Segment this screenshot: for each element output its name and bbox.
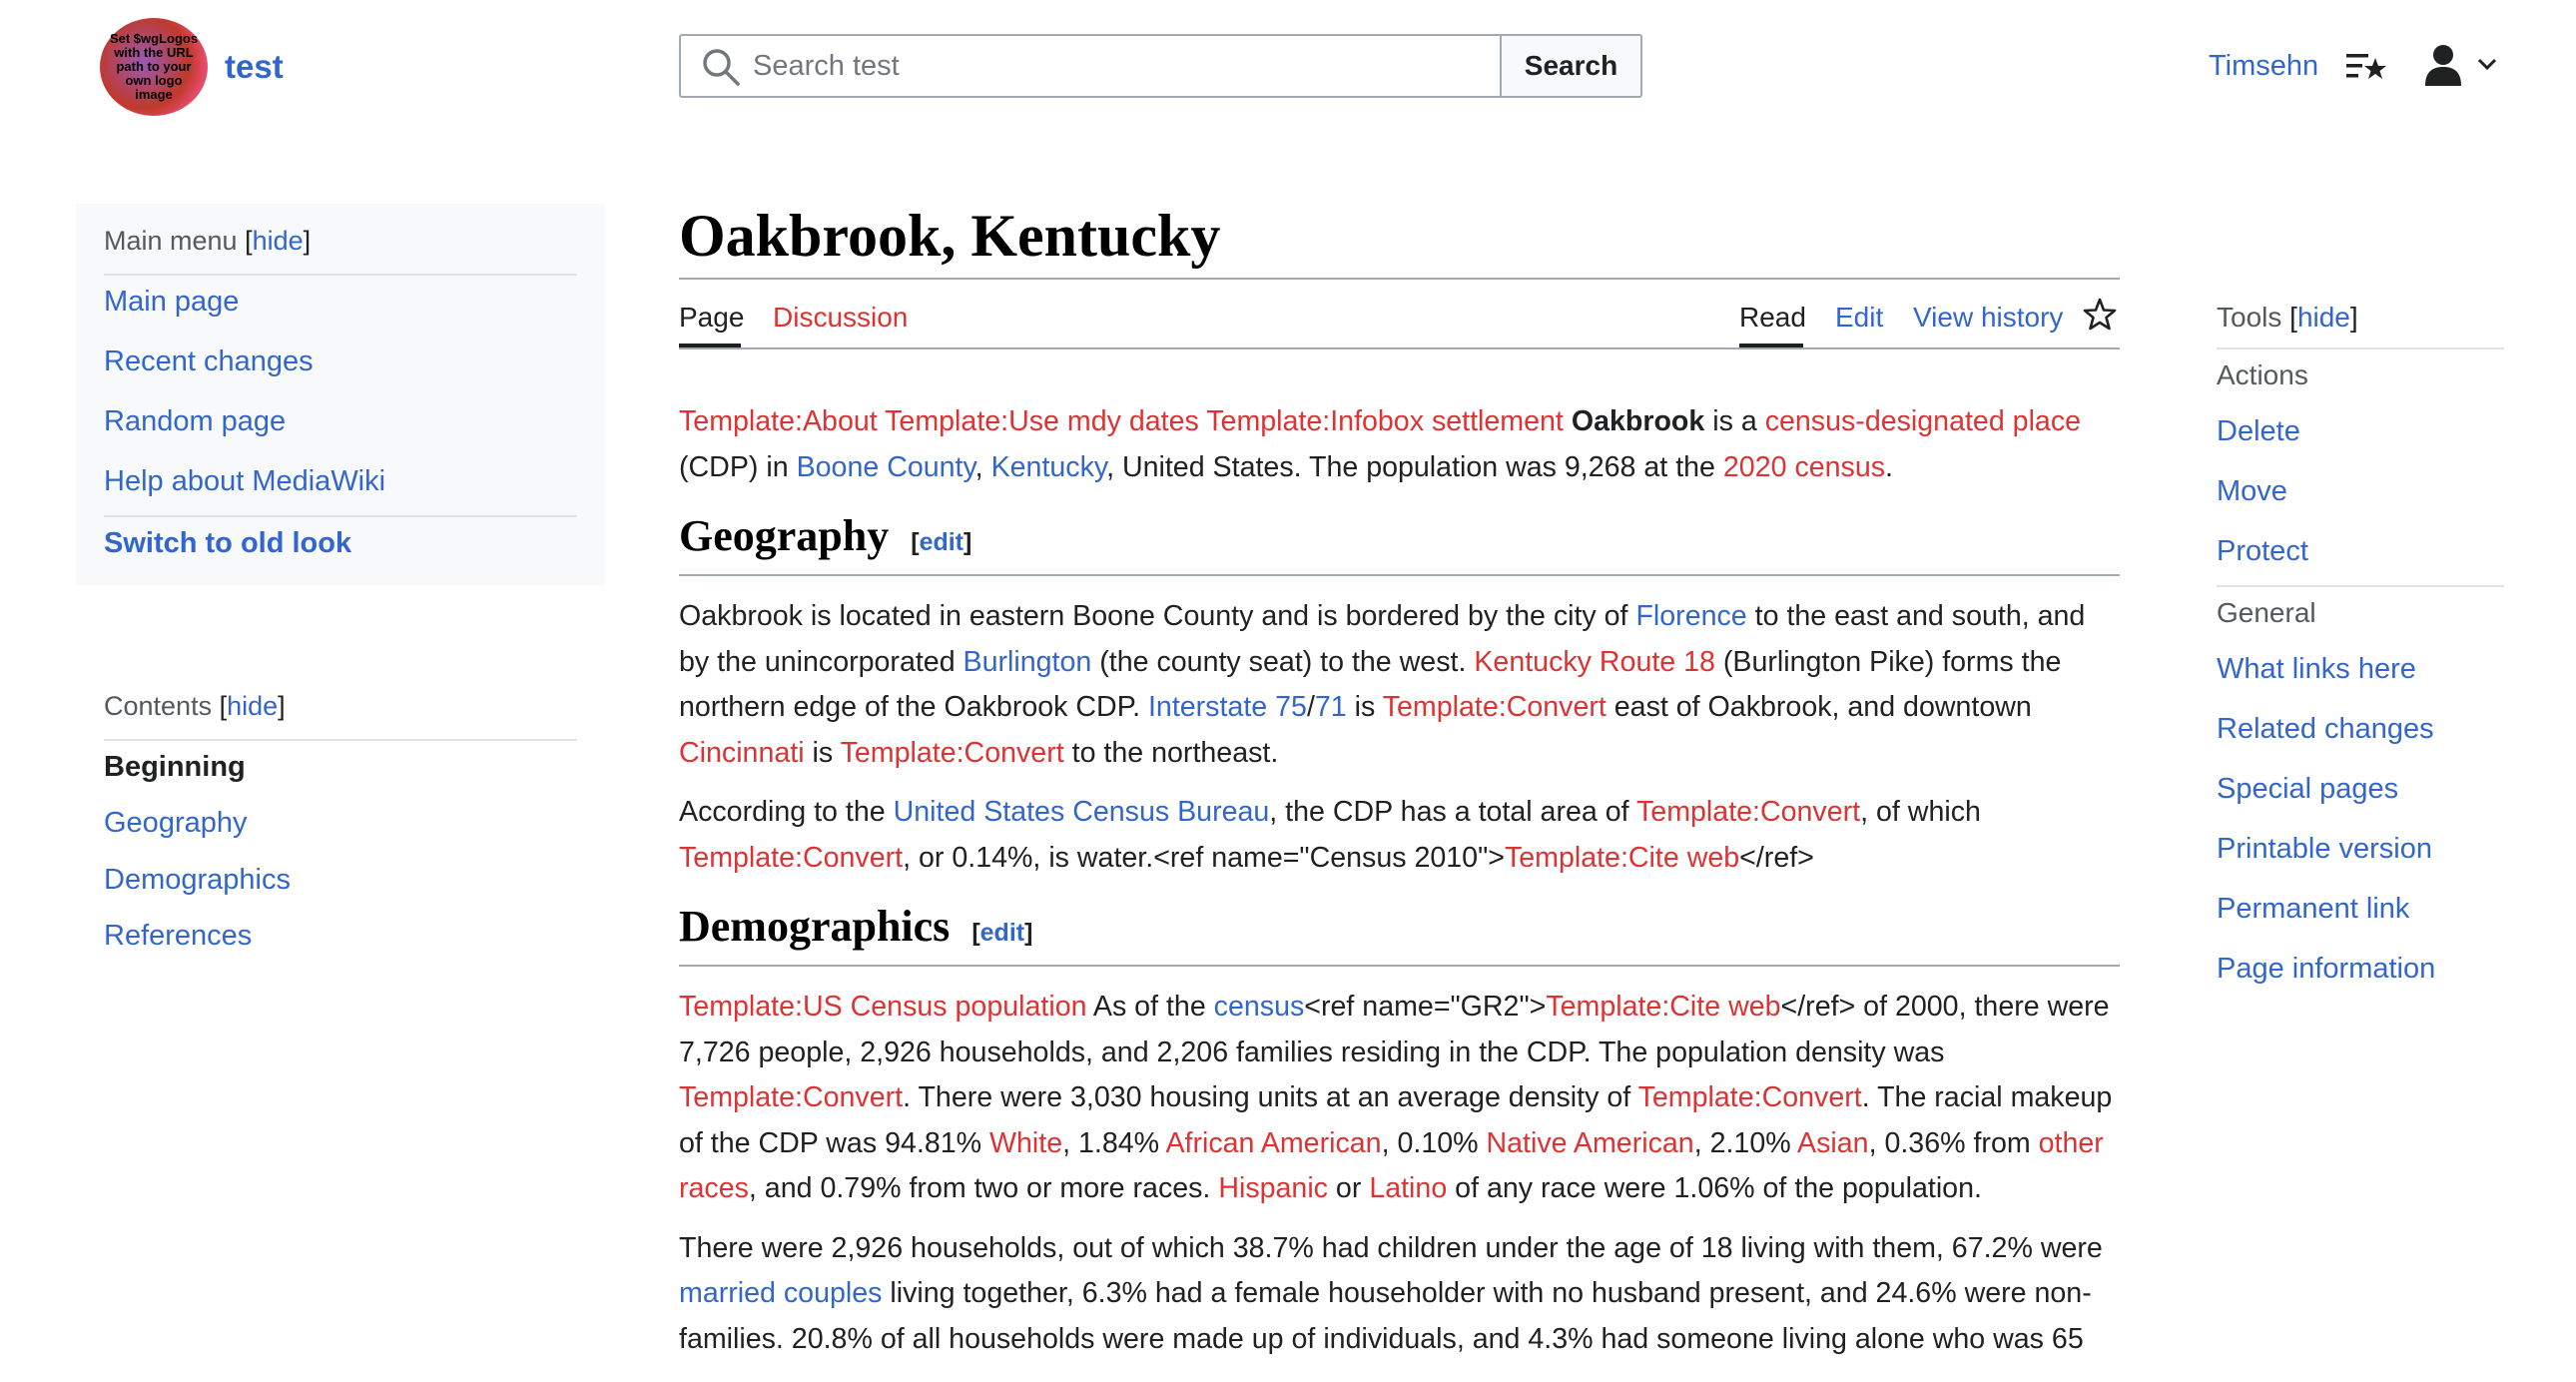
intro-paragraph: Template:About Template:Use mdy dates Template:Infobox settlement Oakbrook is a census-designated place (CDP) in Boone County, Kentucky, United States. The population was 9,268 at the 2020 census. (679, 405, 2082, 483)
toc-item-geography[interactable]: Geography (104, 807, 248, 839)
search-button[interactable]: Search (1500, 34, 1642, 98)
template-link[interactable]: Template:Convert (679, 1081, 904, 1113)
template-link[interactable]: Template:Convert (840, 736, 1064, 769)
link-hispanic[interactable]: Hispanic (1218, 1172, 1328, 1204)
link-cincinnati[interactable]: Cincinnati (679, 736, 805, 769)
link-married-couples[interactable]: married couples (679, 1277, 883, 1309)
link-asian[interactable]: Asian (1797, 1126, 1869, 1159)
tab-view-history[interactable]: View history (1913, 302, 2064, 333)
tool-item-what-links-here[interactable]: What links here (2217, 653, 2416, 685)
divider (2217, 347, 2504, 349)
tools-heading: Tools [hide] (2217, 302, 2358, 333)
demographics-paragraph: There were 2,926 households, out of which 38.7% had children under the age of 18 living with them, 67.2% were married couples living together, 6.3% had a female householder with no husband present, and 24.6% were non-families. 20.8% of all households were made up of individuals, and 4.3% had someone living alone who was 65 (679, 1231, 2103, 1355)
divider (679, 347, 2120, 349)
main-menu-hide-link[interactable]: hide (252, 226, 304, 256)
link-burlington[interactable]: Burlington (963, 645, 1092, 678)
toc-heading: Contents [hide] (104, 691, 286, 721)
link-boone-county[interactable]: Boone County (796, 450, 975, 483)
menu-item-help[interactable]: Help about MediaWiki (104, 465, 386, 497)
template-link[interactable]: Template:Convert (1382, 691, 1607, 723)
watch-star-icon[interactable] (2083, 298, 2117, 332)
menu-item-random-page[interactable]: Random page (104, 405, 287, 437)
geography-paragraph: Oakbrook is located in eastern Boone County and is bordered by the city of Florence to the east and south, and by the unincorporated Burlington (the county seat) to the west. Kentucky Route 18 (Burlington Pike) forms the northern edge of the Oakbrook CDP. Interstate 75/71 is Template:Convert east of Oakbrook, and downtown Cincinnati is Template:Convert to the northeast. (679, 600, 2086, 769)
user-icon[interactable] (2424, 44, 2462, 86)
tool-item-delete[interactable]: Delete (2217, 415, 2300, 447)
section-heading-geography: Geography [edit] (679, 508, 2120, 576)
divider (104, 739, 577, 741)
divider (104, 274, 577, 276)
toc-item-beginning[interactable]: Beginning (104, 751, 246, 783)
edit-section-link[interactable]: edit (919, 528, 965, 556)
link-florence[interactable]: Florence (1635, 600, 1747, 632)
site-logo[interactable] (100, 18, 208, 116)
link-other-races[interactable]: other races (679, 1126, 2104, 1204)
search-icon (701, 47, 741, 87)
menu-item-recent-changes[interactable]: Recent changes (104, 346, 314, 377)
link-interstate-75[interactable]: Interstate 75 (1147, 691, 1307, 723)
divider (104, 515, 577, 517)
link-census-bureau[interactable]: United States Census Bureau (893, 796, 1270, 828)
template-link[interactable]: Template:Use mdy dates (885, 405, 1199, 437)
tool-item-move[interactable]: Move (2217, 475, 2287, 507)
tab-page[interactable]: Page (679, 302, 745, 333)
link-kentucky[interactable]: Kentucky (990, 450, 1107, 483)
page-title: Oakbrook, Kentucky (679, 203, 1221, 269)
template-link[interactable]: Template:Convert (1637, 1081, 1862, 1113)
edit-section-link[interactable]: edit (979, 919, 1025, 947)
main-menu-heading: Main menu [hide] (104, 226, 312, 256)
tab-read[interactable]: Read (1739, 302, 1806, 333)
toc-item-references[interactable]: References (104, 920, 253, 952)
actions-heading: Actions (2217, 359, 2308, 390)
main-menu-title: Main menu (104, 226, 238, 256)
template-link[interactable]: Template:Infobox settlement (1206, 405, 1564, 437)
template-link[interactable]: Template:Cite web (1546, 991, 1781, 1023)
tools-hide-link[interactable]: hide (2296, 302, 2350, 333)
article-subject: Oakbrook (1571, 405, 1705, 437)
switch-old-look-link[interactable]: Switch to old look (104, 527, 352, 559)
divider (679, 278, 2120, 280)
template-link[interactable]: Template:US Census population (679, 991, 1087, 1023)
link-2020-census[interactable]: 2020 census (1722, 450, 1886, 483)
tool-item-special-pages[interactable]: Special pages (2217, 773, 2399, 805)
chevron-down-icon[interactable] (2476, 56, 2498, 72)
tools-menu (2195, 290, 2504, 1009)
link-white[interactable]: White (989, 1126, 1063, 1159)
article-body (679, 399, 2120, 1376)
link-interstate-71[interactable]: 71 (1314, 691, 1347, 723)
link-kentucky-route-18[interactable]: Kentucky Route 18 (1474, 645, 1715, 678)
template-link[interactable]: Template:About (679, 405, 878, 437)
logo-text: Set $wgLogos with the URL path to your own logo image (109, 31, 199, 102)
toc-hide-link[interactable]: hide (227, 691, 279, 721)
tab-discussion[interactable]: Discussion (773, 302, 909, 333)
tab-edit[interactable]: Edit (1835, 302, 1884, 333)
general-heading: General (2217, 597, 2316, 628)
site-wordmark[interactable]: test (225, 48, 284, 85)
template-link[interactable]: Template:Convert (1636, 796, 1861, 828)
tool-item-printable-version[interactable]: Printable version (2217, 833, 2432, 865)
geography-paragraph: According to the United States Census Bureau, the CDP has a total area of Template:Convert, of which Template:Convert, or 0.14%, is water.<ref name="Census 2010">Template:Cite web</ref> (679, 796, 1981, 874)
divider (2217, 585, 2504, 587)
tool-item-permanent-link[interactable]: Permanent link (2217, 893, 2410, 925)
link-census[interactable]: census (1213, 991, 1305, 1023)
tool-item-related-changes[interactable]: Related changes (2217, 713, 2434, 745)
menu-item-main-page[interactable]: Main page (104, 286, 240, 318)
tools-title: Tools (2217, 302, 2282, 333)
user-page-link[interactable]: Timsehn (2209, 50, 2319, 82)
link-census-designated-place[interactable]: census-designated place (1764, 405, 2082, 437)
toc-title: Contents (104, 691, 213, 721)
toc-item-demographics[interactable]: Demographics (104, 864, 291, 896)
main-menu (76, 204, 605, 585)
demographics-paragraph: Template:US Census population As of the census<ref name="GR2">Template:Cite web</ref> of 2000, there were 7,726 people, 2,926 households, and 2,206 families residing in the CDP. The population density was Template:Convert. There were 3,030 housing units at an average density of Template:Convert. The racial makeup of the CDP was 94.81% White, 1.84% African American, 0.10% Native American, 2.10% Asian, 0.36% from other races, and 0.79% from two or more races. Hispanic or Latino of any race were 1.06% of the population. (679, 991, 2113, 1204)
search-box (679, 34, 1500, 98)
tool-item-page-information[interactable]: Page information (2217, 953, 2436, 985)
link-latino[interactable]: Latino (1369, 1172, 1448, 1204)
tool-item-protect[interactable]: Protect (2217, 535, 2308, 567)
search-input[interactable] (753, 36, 1482, 96)
template-link[interactable]: Template:Convert (679, 841, 904, 874)
link-african-american[interactable]: African American (1165, 1126, 1382, 1159)
section-heading-demographics: Demographics [edit] (679, 899, 2120, 967)
table-of-contents (76, 679, 605, 979)
template-link[interactable]: Template:Cite web (1504, 841, 1740, 874)
link-native-american[interactable]: Native American (1486, 1126, 1694, 1159)
watchlist-icon[interactable] (2344, 48, 2388, 86)
